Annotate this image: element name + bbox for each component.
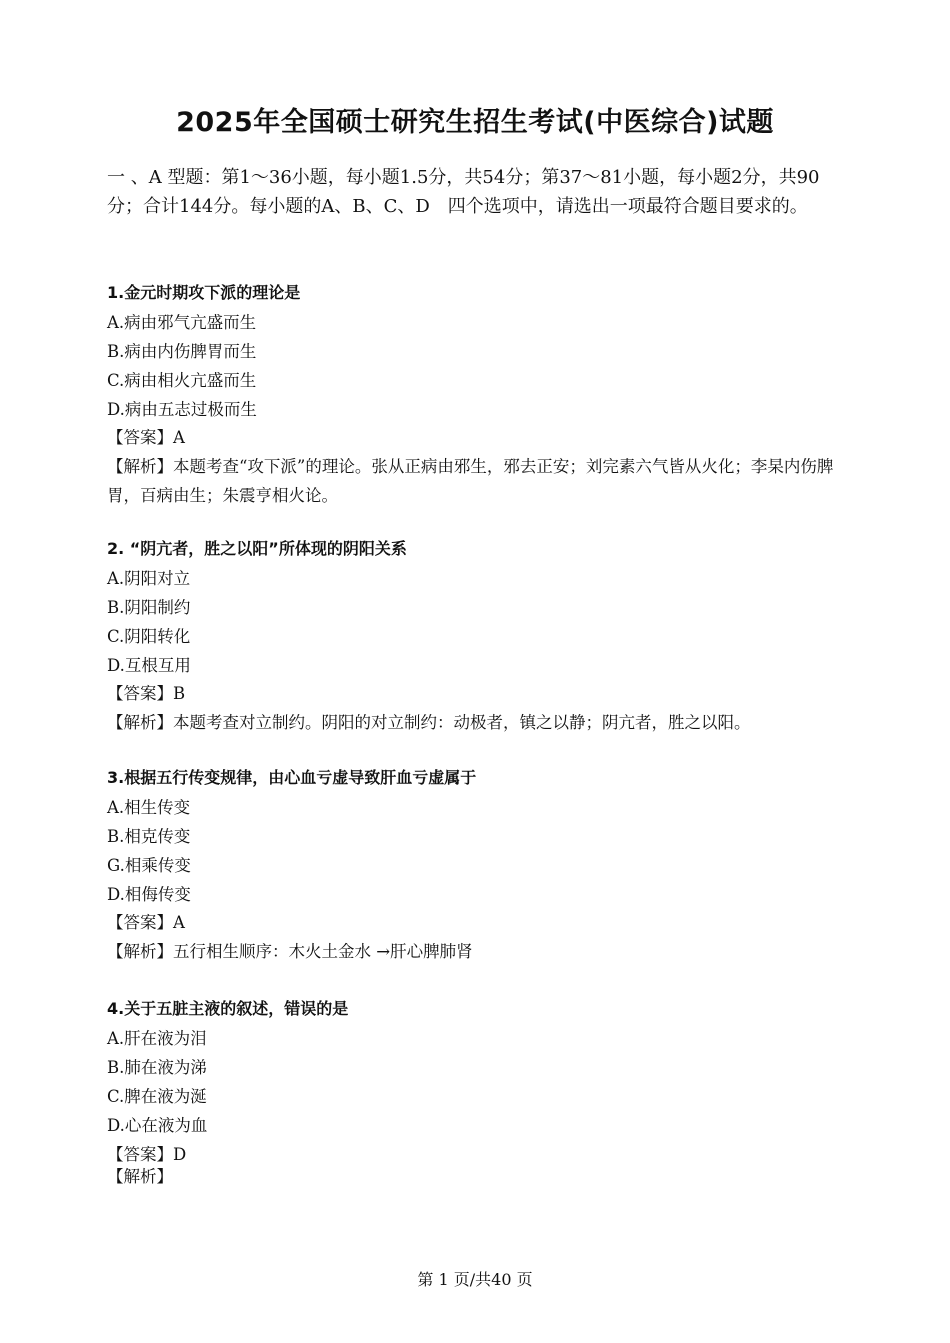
option-c: C.阴阳转化 [107,627,191,646]
option-d: D.病由五志过极而生 [107,400,257,419]
answer: 【答案】B [107,684,186,703]
question-1 [107,278,847,510]
question-3 [107,763,847,966]
option-c: G.相乘传变 [107,856,191,875]
explanation: 【解析】 [107,1167,173,1186]
option-d: D.互根互用 [107,656,191,675]
option-d: D.心在液为血 [107,1116,208,1135]
option-b: B.阴阳制约 [107,598,191,617]
page-footer: 第 1 页/共40 页 [417,1270,533,1289]
question-stem: 2. “阴亢者，胜之以阳”所体现的阴阳关系 [107,539,407,558]
option-b: B.病由内伤脾胃而生 [107,342,257,361]
option-d: D.相侮传变 [107,885,191,904]
explanation: 【解析】本题考查“攻下派”的理论。张从正病由邪生，邪去正安；刘完素六气皆从火化；李杲内伤脾胃，百病由生；朱震亨相火论。 [107,457,834,505]
section-intro: 一 、A 型题：第1～36小题，每小题1.5分，共54分；第37～81小题，每小题2分，共90分；合计144分。每小题的A、B、C、D 四个选项中，请选出一项最符合题目要求的。 [107,167,820,217]
question-2 [107,534,847,737]
explanation: 【解析】五行相生顺序：木火土金水 →肝心脾肺肾 [107,942,473,961]
question-stem: 1.金元时期攻下派的理论是 [107,283,301,302]
option-a: A.阴阳对立 [107,569,191,588]
page-title: 2025年全国硕士研究生招生考试(中医综合)试题 [176,107,774,138]
option-a: A.肝在液为泪 [107,1029,207,1048]
option-b: B.相克传变 [107,827,191,846]
option-a: A.相生传变 [107,798,191,817]
option-c: C.脾在液为涎 [107,1087,207,1106]
answer: 【答案】A [107,428,185,447]
answer: 【答案】D [107,1145,187,1164]
option-b: B.肺在液为涕 [107,1058,207,1077]
option-a: A.病由邪气亢盛而生 [107,313,257,332]
question-4 [107,994,847,1188]
option-c: C.病由相火亢盛而生 [107,371,257,390]
explanation: 【解析】本题考查对立制约。阴阳的对立制约：动极者，镇之以静；阴亢者，胜之以阳。 [107,713,751,732]
answer: 【答案】A [107,913,185,932]
question-stem: 3.根据五行传变规律，由心血亏虚导致肝血亏虚属于 [107,768,477,787]
question-stem: 4.关于五脏主液的叙述，错误的是 [107,999,349,1018]
